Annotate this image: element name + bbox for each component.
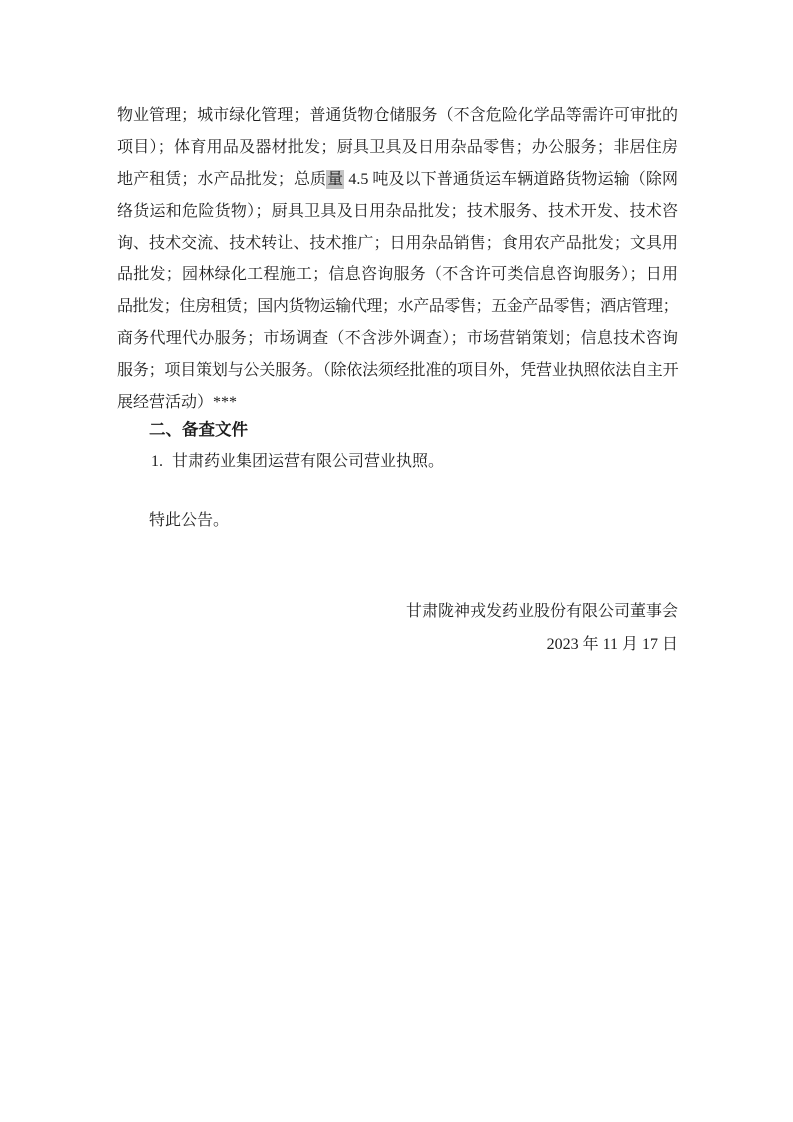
body-line: 展经营活动）*** [117,394,238,412]
body-line-text: 4.5 吨及以下普通货运车辆道路货物运输（除网 [344,170,678,188]
document-list-item [151,451,444,473]
body-line: 物业管理；城市绿化管理；普通货物仓储服务（不含危险化学品等需许可审批的 [117,107,678,124]
section-heading-documents: 二、备查文件 [149,420,248,439]
signature-date: 2023 年 11 月 17 日 [546,636,678,653]
body-line: 服务；项目策划与公关服务。（除依法须经批准的项目外，凭营业执照依法自主开 [117,362,678,380]
body-line-text: 地产租赁；水产品批发；总质 [117,170,327,188]
list-item-text: 甘肃药业集团运营有限公司营业执照。 [172,453,445,470]
signature-company: 甘肃陇神戎发药业股份有限公司董事会 [405,603,678,620]
body-line: 项目）；体育用品及器材批发；厨具卫具及日用杂品零售；办公服务；非居住房 [117,138,678,156]
body-line [117,164,678,196]
closing-statement: 特此公告。 [149,512,230,529]
list-item-number: 1. [151,453,163,470]
body-line: 询、技术交流、技术转让、技术推广；日用杂品销售；食用农产品批发；文具用 [117,234,678,252]
body-line: 品批发；住房租赁；国内货物运输代理；水产品零售；五金产品零售；酒店管理； [117,298,678,316]
business-scope-paragraph [117,100,678,419]
body-line: 商务代理代办服务；市场调查（不含涉外调查）；市场营销策划；信息技术咨询 [117,330,678,348]
quantity-highlight: 量 [327,170,344,188]
body-line: 络货运和危险货物）；厨具卫具及日用杂品批发；技术服务、技术开发、技术咨 [117,202,678,220]
body-line: 品批发；园林绿化工程施工；信息咨询服务（不含许可类信息咨询服务）；日用 [117,266,678,284]
